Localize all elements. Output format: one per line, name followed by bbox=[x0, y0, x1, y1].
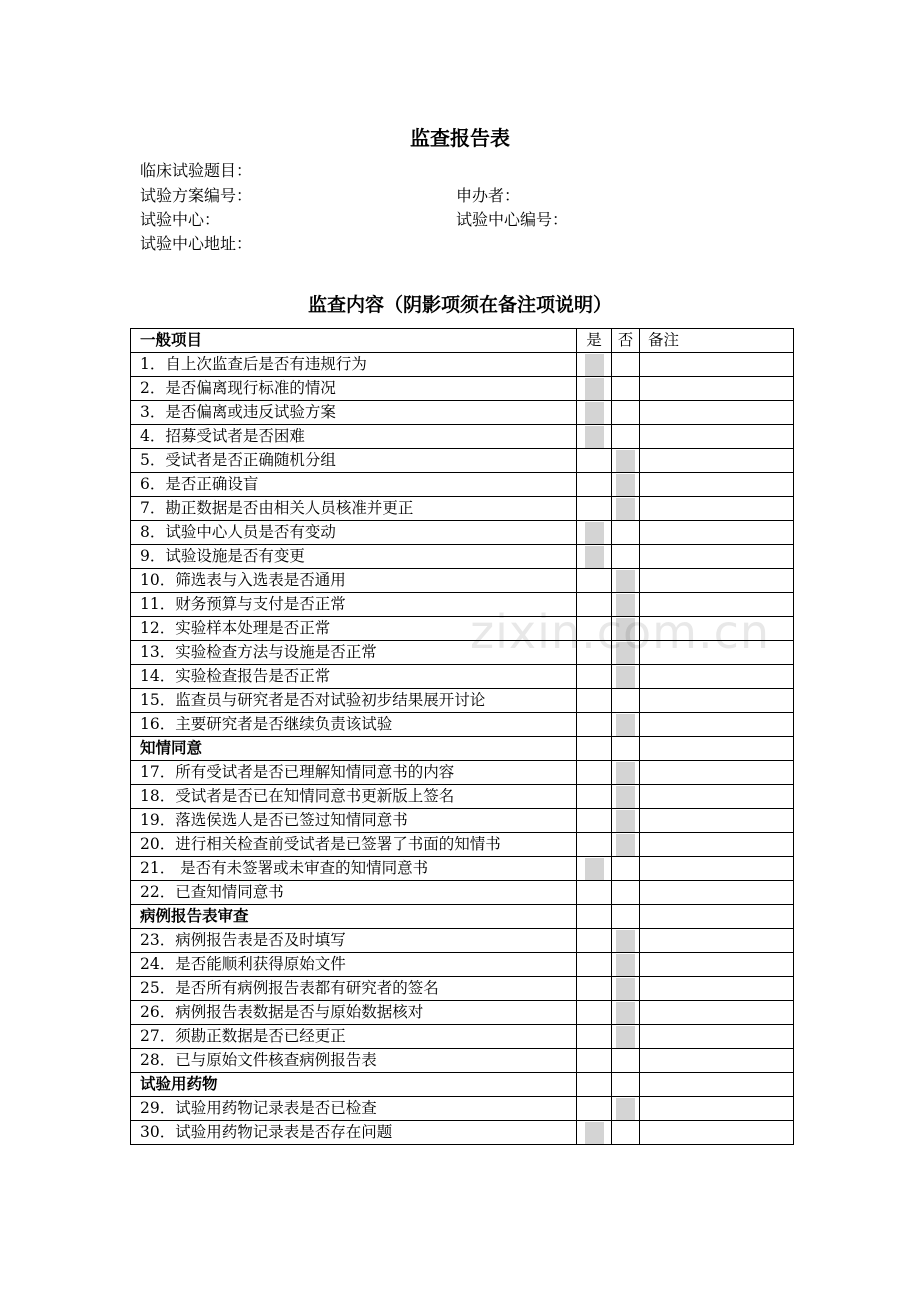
remark-cell bbox=[640, 881, 794, 905]
shaded-yes-mark bbox=[585, 354, 604, 376]
yes-cell bbox=[577, 737, 612, 761]
item-label: 26．病例报告表数据是否与原始数据核对 bbox=[131, 1001, 577, 1025]
no-cell bbox=[612, 689, 640, 713]
center-number-label: 试验中心编号： bbox=[456, 210, 569, 229]
no-cell bbox=[612, 425, 640, 449]
remark-cell bbox=[640, 449, 794, 473]
item-label: 27．须勘正数据是否已经更正 bbox=[131, 1025, 577, 1049]
no-cell bbox=[612, 905, 640, 929]
watermark: zixin.com.cn bbox=[470, 605, 771, 659]
shaded-yes-mark bbox=[585, 402, 604, 424]
yes-cell bbox=[577, 1049, 612, 1073]
section-header-row bbox=[131, 1073, 794, 1097]
item-label: 5．受试者是否正确随机分组 bbox=[131, 449, 577, 473]
yes-cell bbox=[577, 929, 612, 953]
shaded-no-mark bbox=[616, 1002, 635, 1024]
shaded-yes-mark bbox=[585, 546, 604, 568]
table-row bbox=[131, 1025, 794, 1049]
section-title: 监查内容（阴影项须在备注项说明） bbox=[307, 294, 612, 316]
item-label: 14．实验检查报告是否正常 bbox=[131, 665, 577, 689]
yes-cell bbox=[577, 401, 612, 425]
remark-cell bbox=[640, 665, 794, 689]
table-row bbox=[131, 689, 794, 713]
table-row bbox=[131, 473, 794, 497]
item-label: 11．财务预算与支付是否正常 bbox=[131, 593, 577, 617]
shaded-yes-mark bbox=[585, 426, 604, 448]
trial-title-label: 临床试验题目： bbox=[140, 161, 253, 180]
sponsor-label: 申办者： bbox=[456, 186, 521, 205]
monitoring-table-body bbox=[131, 329, 794, 1145]
yes-cell bbox=[577, 473, 612, 497]
shaded-no-mark bbox=[616, 450, 635, 472]
no-cell bbox=[612, 761, 640, 785]
yes-cell bbox=[577, 1073, 612, 1097]
table-row bbox=[131, 377, 794, 401]
yes-cell bbox=[577, 1025, 612, 1049]
remark-cell bbox=[640, 497, 794, 521]
shaded-yes-mark bbox=[585, 858, 604, 880]
no-cell bbox=[612, 1097, 640, 1121]
remark-cell bbox=[640, 1049, 794, 1073]
item-label: 30．试验用药物记录表是否存在问题 bbox=[131, 1121, 577, 1145]
item-label: 19．落选侯选人是否已签过知情同意书 bbox=[131, 809, 577, 833]
table-row bbox=[131, 569, 794, 593]
remark-cell bbox=[640, 401, 794, 425]
table-row bbox=[131, 1121, 794, 1145]
remark-cell bbox=[640, 689, 794, 713]
table-row bbox=[131, 449, 794, 473]
shaded-yes-mark bbox=[585, 378, 604, 400]
no-cell bbox=[612, 545, 640, 569]
remark-cell bbox=[640, 1001, 794, 1025]
remark-cell bbox=[640, 833, 794, 857]
remark-cell bbox=[640, 569, 794, 593]
remark-cell bbox=[640, 473, 794, 497]
remark-cell bbox=[640, 905, 794, 929]
column-yes-header: 是 bbox=[577, 329, 612, 353]
item-label: 2．是否偏离现行标准的情况 bbox=[131, 377, 577, 401]
table-row bbox=[131, 545, 794, 569]
table-row bbox=[131, 521, 794, 545]
no-cell bbox=[612, 377, 640, 401]
yes-cell bbox=[577, 377, 612, 401]
no-cell bbox=[612, 401, 640, 425]
yes-cell bbox=[577, 833, 612, 857]
remark-cell bbox=[640, 353, 794, 377]
item-label: 7．勘正数据是否由相关人员核准并更正 bbox=[131, 497, 577, 521]
table-row bbox=[131, 401, 794, 425]
item-label: 15．监查员与研究者是否对试验初步结果展开讨论 bbox=[131, 689, 577, 713]
item-label: 29．试验用药物记录表是否已检查 bbox=[131, 1097, 577, 1121]
shaded-no-mark bbox=[616, 954, 635, 976]
yes-cell bbox=[577, 785, 612, 809]
item-label: 6．是否正确设盲 bbox=[131, 473, 577, 497]
item-label: 12．实验样本处理是否正常 bbox=[131, 617, 577, 641]
shaded-no-mark bbox=[616, 1098, 635, 1120]
no-cell bbox=[612, 521, 640, 545]
yes-cell bbox=[577, 809, 612, 833]
item-label: 25．是否所有病例报告表都有研究者的签名 bbox=[131, 977, 577, 1001]
section-header-label: 病例报告表审查 bbox=[131, 905, 577, 929]
remark-cell bbox=[640, 1097, 794, 1121]
no-cell bbox=[612, 1025, 640, 1049]
column-remark-header: 备注 bbox=[640, 329, 794, 353]
yes-cell bbox=[577, 881, 612, 905]
remark-cell bbox=[640, 545, 794, 569]
yes-cell bbox=[577, 713, 612, 737]
no-cell bbox=[612, 569, 640, 593]
shaded-no-mark bbox=[616, 570, 635, 592]
no-cell bbox=[612, 929, 640, 953]
table-row bbox=[131, 665, 794, 689]
remark-cell bbox=[640, 1121, 794, 1145]
remark-cell bbox=[640, 785, 794, 809]
item-label: 10．筛选表与入选表是否通用 bbox=[131, 569, 577, 593]
yes-cell bbox=[577, 977, 612, 1001]
shaded-no-mark bbox=[616, 786, 635, 808]
table-row bbox=[131, 953, 794, 977]
shaded-no-mark bbox=[616, 714, 635, 736]
no-cell bbox=[612, 1001, 640, 1025]
no-cell bbox=[612, 353, 640, 377]
shaded-no-mark bbox=[616, 930, 635, 952]
no-cell bbox=[612, 1073, 640, 1097]
yes-cell bbox=[577, 665, 612, 689]
yes-cell bbox=[577, 353, 612, 377]
shaded-no-mark bbox=[616, 498, 635, 520]
item-label: 20．进行相关检查前受试者是已签署了书面的知情书 bbox=[131, 833, 577, 857]
table-row bbox=[131, 1001, 794, 1025]
section-header-label: 试验用药物 bbox=[131, 1073, 577, 1097]
table-row bbox=[131, 881, 794, 905]
remark-cell bbox=[640, 761, 794, 785]
no-cell bbox=[612, 449, 640, 473]
item-label: 17．所有受试者是否已理解知情同意书的内容 bbox=[131, 761, 577, 785]
shaded-no-mark bbox=[616, 810, 635, 832]
table-row bbox=[131, 929, 794, 953]
yes-cell bbox=[577, 857, 612, 881]
yes-cell bbox=[577, 545, 612, 569]
no-cell bbox=[612, 473, 640, 497]
item-label: 13．实验检查方法与设施是否正常 bbox=[131, 641, 577, 665]
item-label: 22．已查知情同意书 bbox=[131, 881, 577, 905]
shaded-yes-mark bbox=[585, 1122, 604, 1144]
table-row bbox=[131, 785, 794, 809]
yes-cell bbox=[577, 689, 612, 713]
center-address-label: 试验中心地址： bbox=[140, 234, 253, 253]
no-cell bbox=[612, 665, 640, 689]
table-row bbox=[131, 809, 794, 833]
section-header-label: 知情同意 bbox=[131, 737, 577, 761]
table-row bbox=[131, 425, 794, 449]
yes-cell bbox=[577, 497, 612, 521]
section-header-row bbox=[131, 905, 794, 929]
table-row bbox=[131, 713, 794, 737]
yes-cell bbox=[577, 425, 612, 449]
remark-cell bbox=[640, 521, 794, 545]
item-label: 8．试验中心人员是否有变动 bbox=[131, 521, 577, 545]
item-label: 23．病例报告表是否及时填写 bbox=[131, 929, 577, 953]
remark-cell bbox=[640, 425, 794, 449]
no-cell bbox=[612, 737, 640, 761]
page-title: 监查报告表 bbox=[410, 126, 510, 150]
item-label: 16．主要研究者是否继续负责该试验 bbox=[131, 713, 577, 737]
table-row bbox=[131, 761, 794, 785]
shaded-no-mark bbox=[616, 834, 635, 856]
remark-cell bbox=[640, 857, 794, 881]
yes-cell bbox=[577, 569, 612, 593]
remark-cell bbox=[640, 929, 794, 953]
center-label: 试验中心： bbox=[140, 210, 221, 229]
no-cell bbox=[612, 953, 640, 977]
table-row bbox=[131, 977, 794, 1001]
yes-cell bbox=[577, 1001, 612, 1025]
table-row bbox=[131, 833, 794, 857]
table-row bbox=[131, 1097, 794, 1121]
no-cell bbox=[612, 497, 640, 521]
item-label: 9．试验设施是否有变更 bbox=[131, 545, 577, 569]
no-cell bbox=[612, 809, 640, 833]
no-cell bbox=[612, 857, 640, 881]
table-row bbox=[131, 497, 794, 521]
no-cell bbox=[612, 713, 640, 737]
remark-cell bbox=[640, 737, 794, 761]
item-label: 21． 是否有未签署或未审查的知情同意书 bbox=[131, 857, 577, 881]
no-cell bbox=[612, 881, 640, 905]
monitoring-table bbox=[130, 328, 794, 1145]
table-row bbox=[131, 1049, 794, 1073]
remark-cell bbox=[640, 809, 794, 833]
column-no-header: 否 bbox=[612, 329, 640, 353]
no-cell bbox=[612, 833, 640, 857]
yes-cell bbox=[577, 449, 612, 473]
no-cell bbox=[612, 977, 640, 1001]
shaded-no-mark bbox=[616, 1026, 635, 1048]
item-label: 4．招募受试者是否困难 bbox=[131, 425, 577, 449]
yes-cell bbox=[577, 761, 612, 785]
shaded-no-mark bbox=[616, 666, 635, 688]
remark-cell bbox=[640, 713, 794, 737]
yes-cell bbox=[577, 953, 612, 977]
shaded-no-mark bbox=[616, 762, 635, 784]
remark-cell bbox=[640, 1073, 794, 1097]
item-label: 1．自上次监查后是否有违规行为 bbox=[131, 353, 577, 377]
no-cell bbox=[612, 1049, 640, 1073]
shaded-no-mark bbox=[616, 474, 635, 496]
yes-cell bbox=[577, 521, 612, 545]
item-label: 28．已与原始文件核查病例报告表 bbox=[131, 1049, 577, 1073]
table-row bbox=[131, 353, 794, 377]
remark-cell bbox=[640, 977, 794, 1001]
item-label: 3．是否偏离或违反试验方案 bbox=[131, 401, 577, 425]
protocol-number-label: 试验方案编号： bbox=[140, 186, 253, 205]
table-row bbox=[131, 857, 794, 881]
yes-cell bbox=[577, 905, 612, 929]
remark-cell bbox=[640, 377, 794, 401]
remark-cell bbox=[640, 1025, 794, 1049]
no-cell bbox=[612, 785, 640, 809]
section-header-row bbox=[131, 329, 794, 353]
no-cell bbox=[612, 1121, 640, 1145]
item-label: 18．受试者是否已在知情同意书更新版上签名 bbox=[131, 785, 577, 809]
remark-cell bbox=[640, 953, 794, 977]
yes-cell bbox=[577, 1121, 612, 1145]
item-label: 24．是否能顺利获得原始文件 bbox=[131, 953, 577, 977]
shaded-no-mark bbox=[616, 978, 635, 1000]
section-header-label: 一般项目 bbox=[131, 329, 577, 353]
shaded-yes-mark bbox=[585, 522, 604, 544]
yes-cell bbox=[577, 1097, 612, 1121]
section-header-row bbox=[131, 737, 794, 761]
